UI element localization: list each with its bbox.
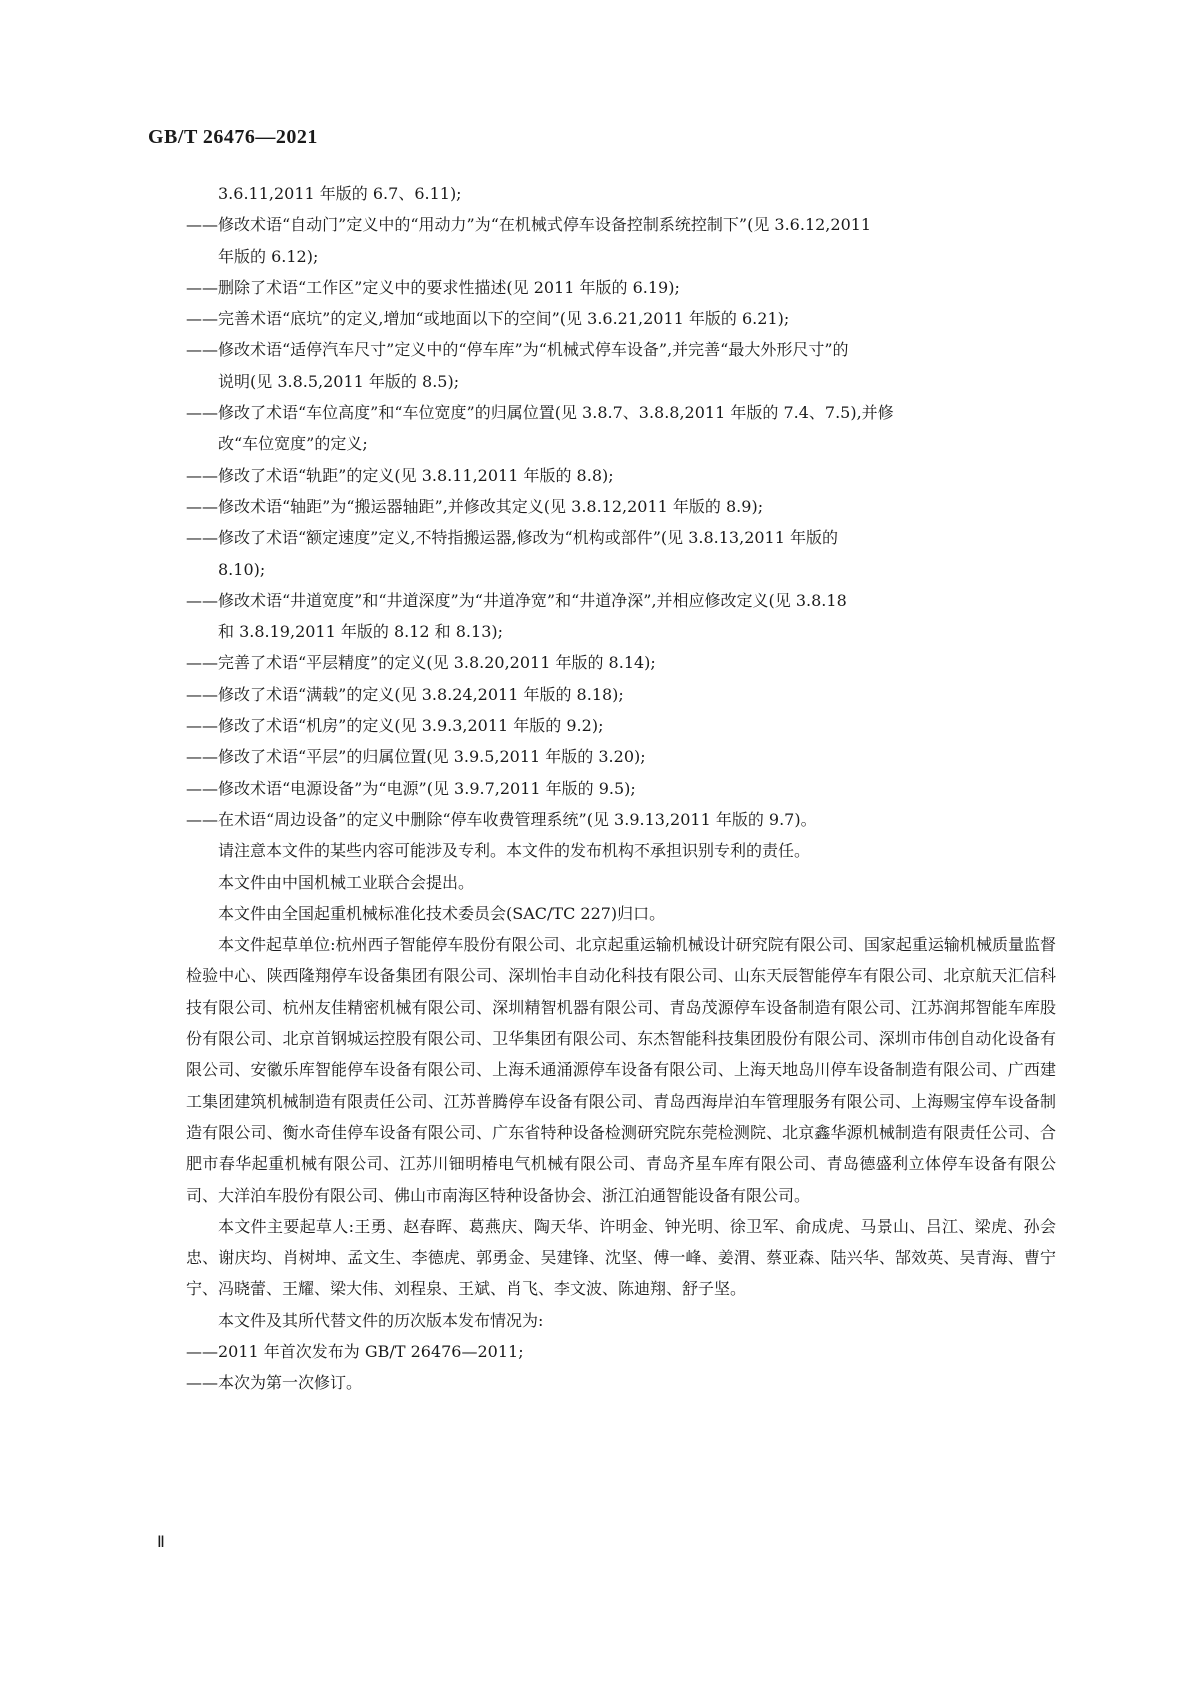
list-item: ——修改术语“井道宽度”和“井道深度”为“井道净宽”和“井道净深”,并相应修改定义(见 3.8.18 [186,590,847,610]
patent-notice: 请注意本文件的某些内容可能涉及专利。本文件的发布机构不承担识别专利的责任。 [218,841,811,861]
list-item: ——修改术语“轴距”为“搬运器轴距”,并修改其定义(见 3.8.12,2011 年版的 8.9); [186,496,764,516]
version-history: 本文件及其所代替文件的历次版本发布情况为: [218,1310,544,1330]
list-item: ——完善术语“底坑”的定义,增加“或地面以下的空间”(见 3.6.21,2011 年版的 6.21); [186,309,790,329]
list-item: ——修改了术语“平层”的归属位置(见 3.9.5,2011 年版的 3.20); [186,747,646,767]
history-item: ——2011 年首次发布为 GB/T 26476—2011; [186,1341,524,1361]
list-item: ——修改了术语“满载”的定义(见 3.8.24,2011 年版的 8.18); [186,684,624,704]
document-body [186,178,1056,1399]
drafters: 本文件主要起草人:王勇、赵春晖、葛燕庆、陶天华、许明金、钟光明、徐卫军、俞成虎、马景山、吕江、梁虎、孙会忠、谢庆均、肖树坤、孟文生、李德虎、郭勇金、吴建锋、沈坚、傅一峰、姜渭、蔡亚森、陆兴华、郜效英、吴青海、曹宁宁、冯晓蕾、王耀、梁大伟、刘程泉、王斌、肖飞、李文波、陈迪翔、舒子坚。 [186,1216,1056,1299]
proposed-by: 本文件由中国机械工业联合会提出。 [218,872,475,892]
list-item: ——修改了术语“轨距”的定义(见 3.8.11,2011 年版的 8.8); [186,465,614,485]
history-item: ——本次为第一次修订。 [186,1373,363,1393]
list-item: ——修改术语“电源设备”为“电源”(见 3.9.7,2011 年版的 9.5); [186,778,636,798]
list-item: ——删除了术语“工作区”定义中的要求性描述(见 2011 年版的 6.19); [186,277,680,297]
list-item-continuation: 8.10); [218,559,266,579]
list-item: ——完善了术语“平层精度”的定义(见 3.8.20,2011 年版的 8.14); [186,653,656,673]
list-item: ——修改术语“自动门”定义中的“用动力”为“在机械式停车设备控制系统控制下”(见 3.6.12,2011 [186,215,872,235]
list-item-continuation: 改“车位宽度”的定义; [218,434,368,454]
list-item: ——修改了术语“额定速度”定义,不特指搬运器,修改为“机构或部件”(见 3.8.13,2011 年版的 [186,528,839,548]
list-item: ——修改了术语“车位高度”和“车位宽度”的归属位置(见 3.8.7、3.8.8,2011 年版的 7.4、7.5),并修 [186,403,894,423]
list-item-continuation: 年版的 6.12); [218,246,319,266]
list-item: ——修改术语“适停汽车尺寸”定义中的“停车库”为“机械式停车设备”,并完善“最大外形尺寸”的 [186,340,849,360]
list-item: ——在术语“周边设备”的定义中删除“停车收费管理系统”(见 3.9.13,2011 年版的 9.7)。 [186,809,817,829]
list-item-continuation: 3.6.11,2011 年版的 6.7、6.11); [218,184,462,203]
standard-code: GB/T 26476—2021 [148,126,318,148]
list-item-continuation: 说明(见 3.8.5,2011 年版的 8.5); [218,371,460,391]
drafting-units: 本文件起草单位:杭州西子智能停车股份有限公司、北京起重运输机械设计研究院有限公司、国家起重运输机械质量监督检验中心、陕西隆翔停车设备集团有限公司、深圳怡丰自动化科技有限公司、山东天辰智能停车有限公司、北京航天汇信科技有限公司、杭州友佳精密机械有限公司、深圳精智机器有限公司、青岛茂源停车设备制造有限公司、江苏润邦智能车库股份有限公司、北京首钢城运控股有限公司、卫华集团有限公司、东杰智能科技集团股份有限公司、深圳市伟创自动化设备有限公司、安徽乐库智能停车设备有限公司、上海禾通涌源停车设备有限公司、上海天地岛川停车设备制造有限公司、广西建工集团建筑机械制造有限责任公司、江苏普腾停车设备有限公司、青岛西海岸泊车管理服务有限公司、上海赐宝停车设备制造有限公司、衡水奇佳停车设备有限公司、广东省特种设备检测研究院东莞检测院、北京鑫华源机械制造有限责任公司、合肥市春华起重机械有限公司、江苏川钿明椿电气机械有限公司、青岛齐星车库有限公司、青岛德盛利立体停车设备有限公司、大洋泊车股份有限公司、佛山市南海区特种设备协会、浙江泊通智能设备有限公司。 [186,935,1056,1205]
list-item-continuation: 和 3.8.19,2011 年版的 8.12 和 8.13); [218,622,504,642]
list-item: ——修改了术语“机房”的定义(见 3.9.3,2011 年版的 9.2); [186,716,604,736]
page-number: Ⅱ [157,1534,165,1551]
centralized-by: 本文件由全国起重机械标准化技术委员会(SAC/TC 227)归口。 [218,903,666,923]
